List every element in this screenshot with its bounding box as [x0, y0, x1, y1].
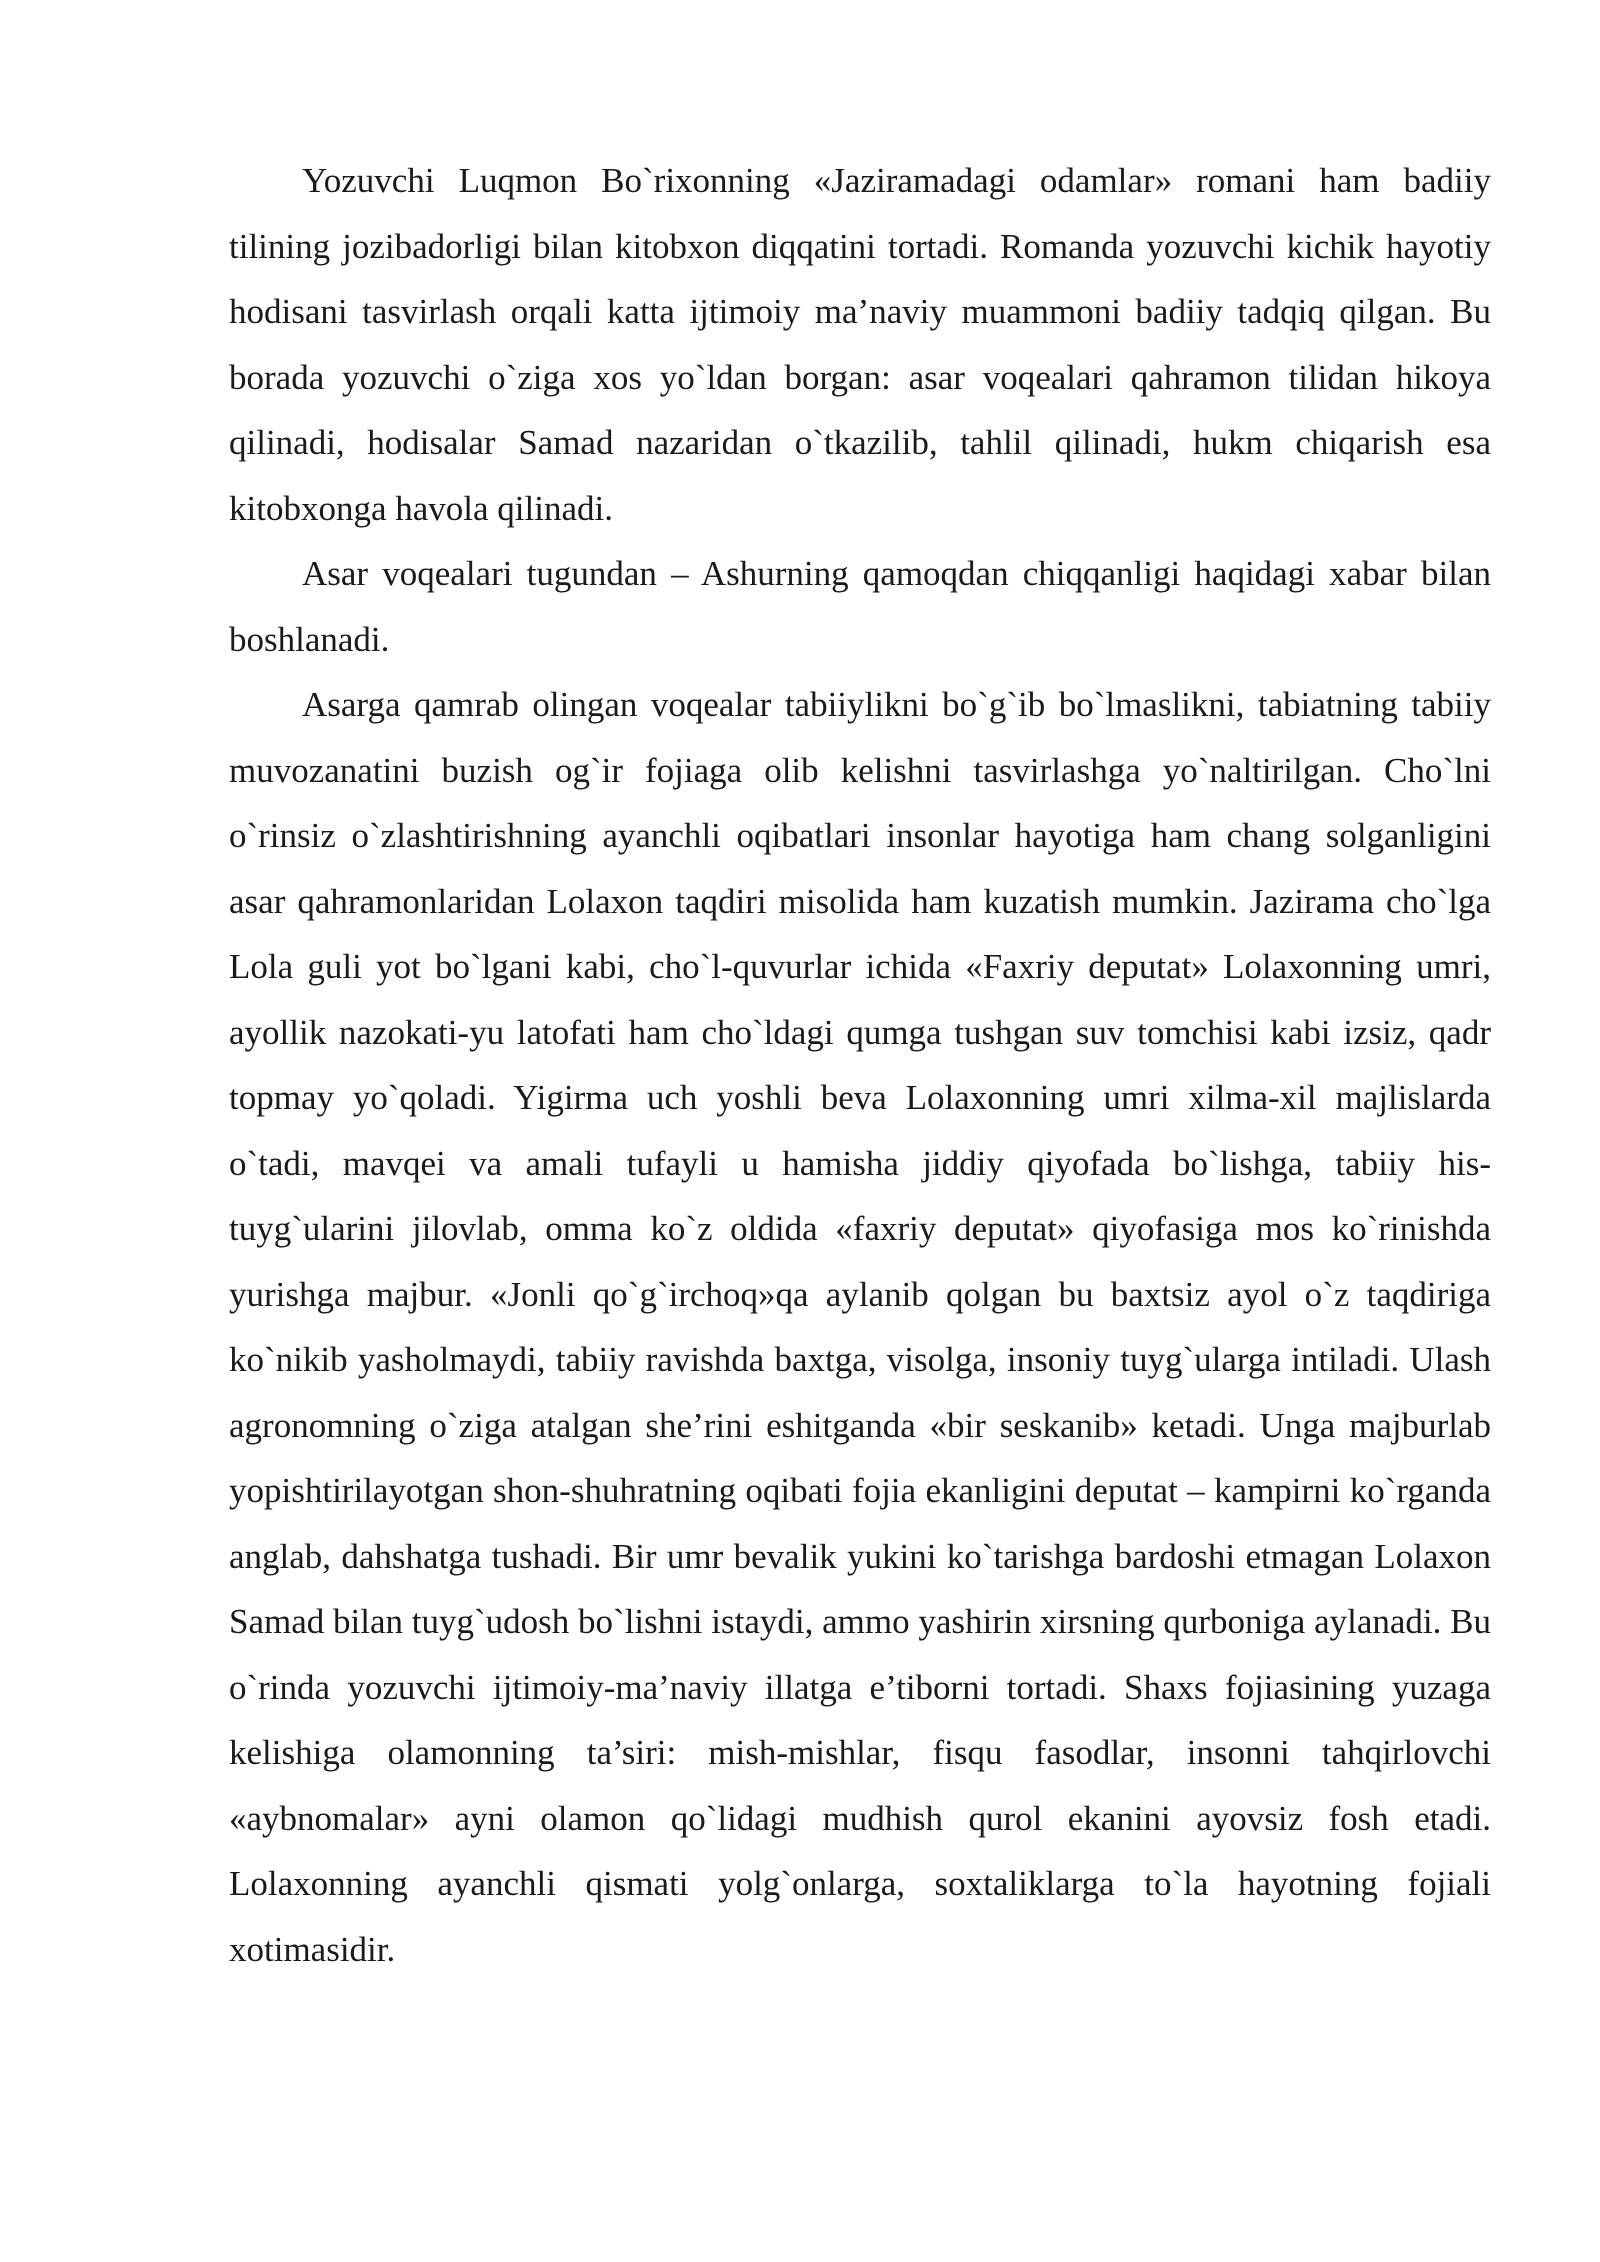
paragraph-1: Yozuvchi Luqmon Bo`rixonning «Jaziramadagi odamlar» romani ham badiiy tilining jozibadorligi bilan kitobxon diqqatini tortadi. Romanda yozuvchi kichik hayotiy hodisani tasvirlash orqali katta ijtimoiy ma’naviy muammoni badiiy tadqiq qilgan. Bu borada yozuvchi o`ziga xos yo`ldan borgan: asar voqealari qahramon tilidan hikoya qilinadi, hodisalar Samad nazaridan o`tkazilib, tahlil qilinadi, hukm chiqarish esa kitobxonga havola qilinadi. [229, 161, 1491, 528]
paragraph-3: Asarga qamrab olingan voqealar tabiiylikni bo`g`ib bo`lmaslikni, tabiatning tabiiy muvozanatini buzish og`ir fojiaga olib kelishni tasvirlashga yo`naltirilgan. Cho`lni o`rinsiz o`zlashtirishning ayanchli oqibatlari insonlar hayotiga ham chang solganligini asar qahramonlaridan Lolaxon taqdiri misolida ham kuzatish mumkin. Jazirama cho`lga Lola guli yot bo`lgani kabi, cho`l-quvurlar ichida «Faxriy deputat» Lolaxonning umri, ayollik nazokati-yu latofati ham cho`ldagi qumga tushgan suv tomchisi kabi izsiz, qadr topmay yo`qoladi. Yigirma uch yoshli beva Lolaxonning umri xilma-xil majlislarda o`tadi, mavqei va amali tufayli u hamisha jiddiy qiyofada bo`lishga, tabiiy his-tuyg`ularini jilovlab, omma ko`z oldida «faxriy deputat» qiyofasiga mos ko`rinishda yurishga majbur. «Jonli qo`g`irchoq»qa aylanib qolgan bu baxtsiz ayol o`z taqdiriga ko`nikib yasholmaydi, tabiiy ravishda baxtga, visolga, insoniy tuyg`ularga intiladi. Ulash agronomning o`ziga atalgan she’rini eshitganda «bir seskanib» ketadi. Unga majburlab yopishtirilayotgan shon-shuhratning oqibati fojia ekanligini deputat – kampirni ko`rganda anglab, dahshatga tushadi. Bir umr bevalik yukini ko`tarishga bardoshi etmagan Lolaxon Samad bilan tuyg`udosh bo`lishni istaydi, ammo yashirin xirsning qurboniga aylanadi. Bu o`rinda yozuvchi ijtimoiy-ma’naviy illatga e’tiborni tortadi. Shaxs fojiasining yuzaga kelishiga olamonning ta’siri: mish-mishlar, fisqu fasodlar, insonni tahqirlovchi «aybnomalar» ayni olamon qo`lidagi mudhish qurol ekanini ayovsiz fosh etadi. Lolaxonning ayanchli qismati yolg`onlarga, soxtaliklarga to`la hayotning fojiali xotimasidir. [229, 685, 1491, 1969]
document-body [229, 148, 1491, 1982]
paragraph-2: Asar voqealari tugundan – Ashurning qamoqdan chiqqanligi haqidagi xabar bilan boshlanadi. [229, 554, 1491, 659]
